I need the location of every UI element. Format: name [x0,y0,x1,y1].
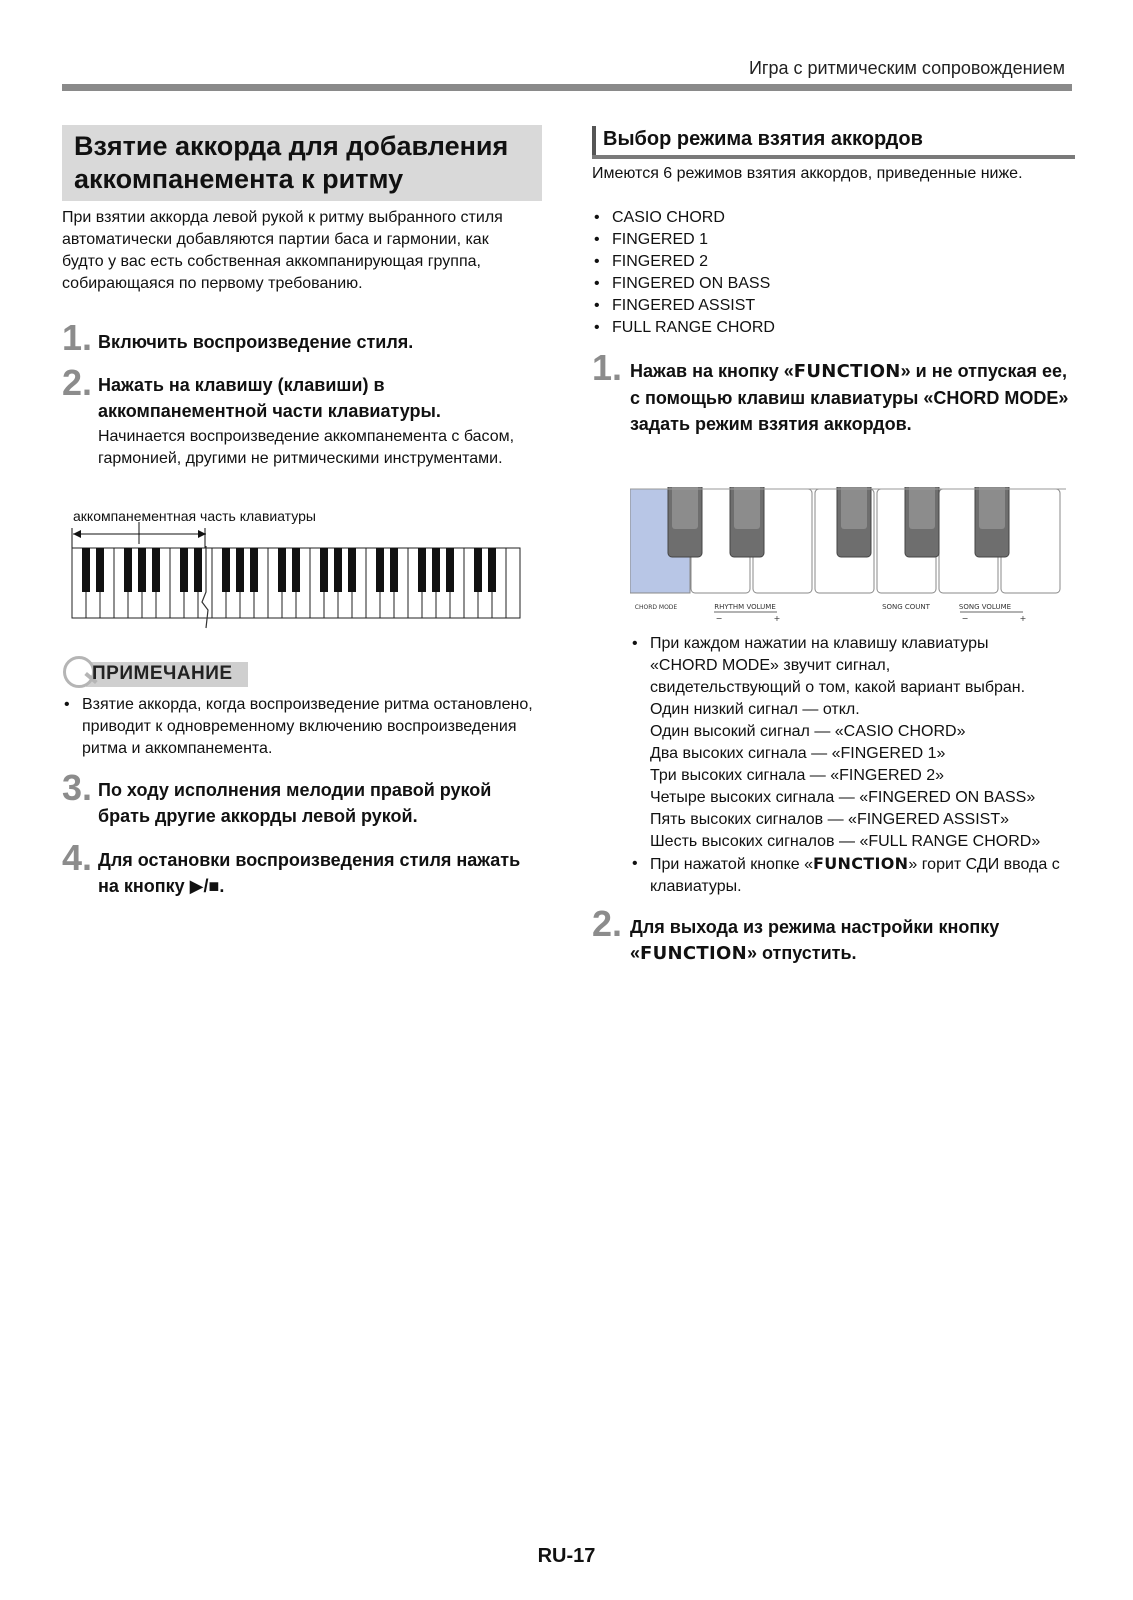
note-title: ПРИМЕЧАНИЕ [92,663,233,684]
note-list [62,694,542,760]
section-title: Взятие аккорда для добавления аккомпанемента к ритму [74,131,509,194]
panel-white-key [1001,489,1060,593]
black-key [124,548,132,592]
magnifier-icon [63,656,95,688]
chord-mode-label-1: CHORD MODE [634,604,678,611]
rhythm-volume-plus: + [773,614,781,623]
rhythm-volume-minus: − [715,614,723,623]
subsection-title: Выбор режима взятия аккордов [603,128,923,150]
keyboard-diagram [66,518,532,634]
song-volume-label: SONG VOLUME [958,603,1012,611]
black-key [194,548,202,592]
modes-list [592,207,892,339]
step-3-text: По ходу исполнения мелодии правой рукой брать другие аккорды левой рукой. [98,780,492,826]
song-volume-minus: − [961,614,969,623]
black-key [320,548,328,592]
black-key [292,548,300,592]
song-volume-plus: + [1019,614,1027,623]
black-key [96,548,104,592]
panel-black-key-top [979,487,1005,529]
step-1-text: Включить воспроизведение стиля. [98,332,414,352]
mode-item: • FINGERED ASSIST [592,295,892,317]
rhythm-volume-label: RHYTHM VOLUME [714,603,776,611]
function-button-label: FUNCTION [793,361,901,382]
black-key [488,548,496,592]
step-3-number: 3. [62,767,93,808]
led-explanation: • При нажатой кнопке «FUNCTION» горит СДИ ввода с клавиатуры. [630,853,1080,898]
page-number: RU-17 [537,1545,596,1567]
step-2-text: Нажать на клавишу (клавиши) в аккомпанементной части клавиатуры. [98,375,441,421]
note-item: • Взятие аккорда, когда воспроизведение ритма остановлено, приводит к одновременному включению воспроизведения ритма и аккомпанемента. [62,694,542,760]
mode-item: • FINGERED 2 [592,251,892,273]
running-header: Игра с ритмическим сопровождением [748,58,1065,78]
black-key [180,548,188,592]
black-key [418,548,426,592]
black-key [222,548,230,592]
black-key [376,548,384,592]
subsection-rule [592,155,1075,159]
black-key [138,548,146,592]
right-step-1-text: Нажав на кнопку «FUNCTION» и не отпуская ее, с помощью клавиш клавиатуры «CHORD MODE» задать режим взятия аккордов. [630,361,1069,434]
header-rule [62,84,1072,91]
mode-item: • FINGERED ON BASS [592,273,892,295]
black-key [278,548,286,592]
subsection-title-bar [592,126,596,156]
black-key [236,548,244,592]
beep-explanation: • При каждом нажатии на клавишу клавиатуры «CHORD MODE» звучит сигнал, свидетельствующий о том, какой вариант выбран. Один низкий сигнал — откл. Один высокий сигнал — «CASIO CHORD» Два высоких сигнала — «FINGERED 1» Три высоких сигнала — «FINGERED 2» Четыре высоких сигнала — «FINGERED ON BASS» Пять высоких сигналов — «FINGERED ASSIST» Шесть высоких сигналов — «FULL RANGE CHORD» [630,633,1080,853]
white-key [506,548,520,618]
mode-item: • CASIO CHORD [592,207,892,229]
black-key [334,548,342,592]
step-1-number: 1. [62,317,93,358]
panel-black-key-top [841,487,867,529]
mode-item: • FULL RANGE CHORD [592,317,892,339]
step-2-description: Начинается воспроизведение аккомпанемента с басом, гармонией, другими не ритмическими инструментами. [98,428,515,467]
black-key [348,548,356,592]
right-step-1-number: 1. [592,347,623,388]
song-count-label: SONG COUNT [882,603,930,611]
section-intro: При взятии аккорда левой рукой к ритму выбранного стиля автоматически добавляются партии баса и гармонии, как будто у вас есть собственная аккомпанирующая группа, собирающаяся по первому требованию. [62,209,503,292]
panel-black-key-top [672,487,698,529]
black-key [432,548,440,592]
black-key [390,548,398,592]
keyboard-accompaniment-label: аккомпанементная часть клавиатуры [73,508,316,524]
black-key [474,548,482,592]
modes-intro: Имеются 6 режимов взятия аккордов, приведенные ниже. [592,165,1023,182]
black-key [82,548,90,592]
step-2-number: 2. [62,362,93,403]
panel-black-key-top [734,487,760,529]
right-step-2-number: 2. [592,903,623,944]
panel-black-key-top [909,487,935,529]
black-key [152,548,160,592]
mode-item: • FINGERED 1 [592,229,892,251]
step-4-text: Для остановки воспроизведения стиля нажать на кнопку ▶/■. [98,850,521,896]
chord-mode-notes [630,633,1080,898]
function-button-label: FUNCTION [640,943,747,964]
black-key [446,548,454,592]
step-4-number: 4. [62,837,93,878]
chord-mode-keys-diagram [630,487,1070,627]
right-step-2-text: Для выхода из режима настройки кнопку «FUNCTION» отпустить. [630,917,1000,964]
black-key [250,548,258,592]
